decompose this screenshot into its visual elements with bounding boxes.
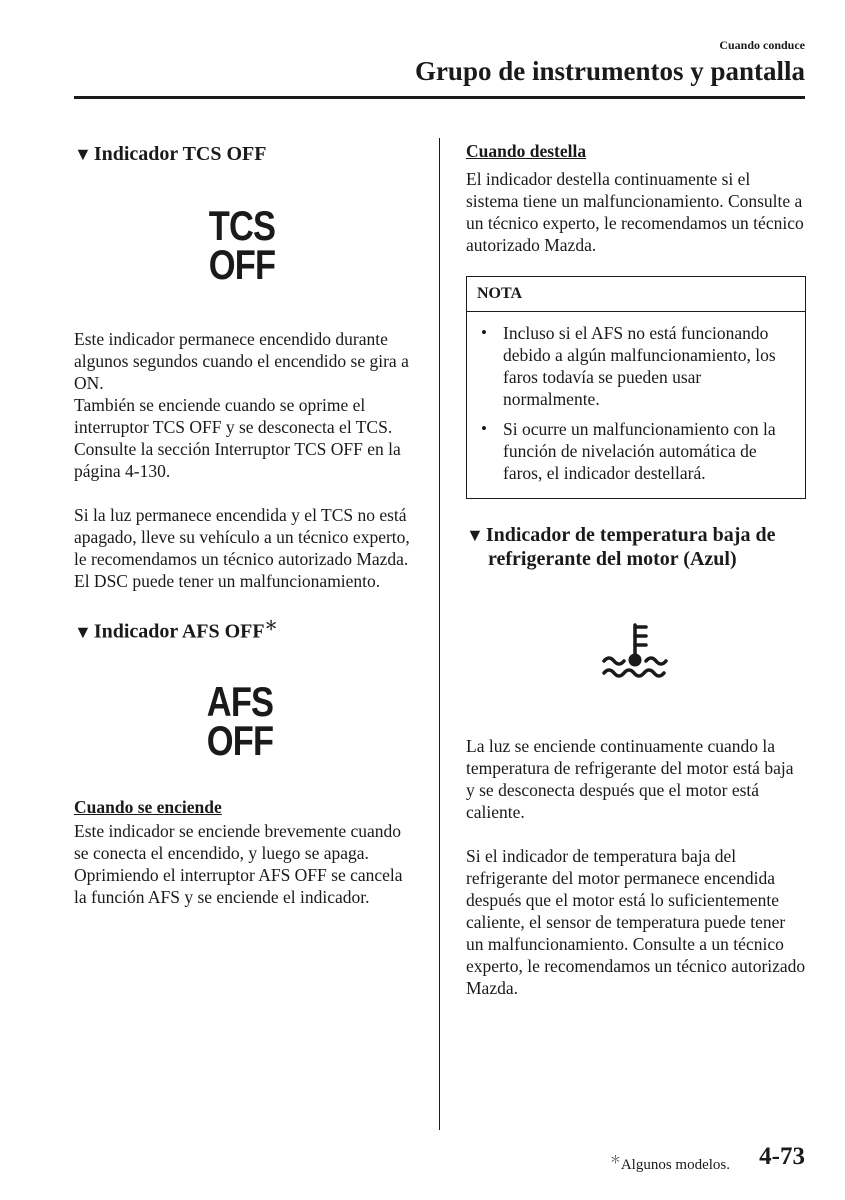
afs-off-icon <box>74 677 414 764</box>
tcs-icon-line1: TCS <box>208 202 276 249</box>
afs-paragraph: Oprimiendo el interruptor AFS OFF se cancela la función AFS y se enciende el indicador. <box>74 864 403 907</box>
tcs-paragraph: También se enciende cuando se oprime el interruptor TCS OFF y se desconecta el TCS. <box>74 395 393 437</box>
bullet: • <box>481 323 487 342</box>
tcs-paragraph: Si la luz permanece encendida y el TCS no está apagado, lleve su vehículo a un técnico experto, le recomendamos un técnico autorizado Mazda. El DSC puede tener un malfuncionamiento. <box>74 505 410 591</box>
triangle-marker: ▼ <box>74 144 92 164</box>
note-title: NOTA <box>467 277 805 312</box>
note-item-text: Incluso si el AFS no está funcionando debido a algún malfuncionamiento, los faros todavía se pueden usar normalmente. <box>503 323 776 409</box>
coolant-heading <box>466 523 806 571</box>
afs-heading-text: Indicador AFS OFF <box>93 620 265 643</box>
flash-paragraph: El indicador destella continuamente si el sistema tiene un malfuncionamiento. Consulte a un técnico experto, le recomendamos un técnico autorizado Mazda. <box>466 169 804 255</box>
note-item <box>477 322 795 410</box>
running-header-section: Cuando conduce <box>719 38 805 52</box>
tcs-paragraph: Consulte la sección Interruptor TCS OFF en la página 4-130. <box>74 439 401 481</box>
coolant-heading-text: Indicador de temperatura baja de refrigerante del motor (Azul) <box>485 524 776 570</box>
afs-heading <box>74 614 414 644</box>
footer-note <box>610 1151 730 1174</box>
asterisk-marker: ＊ <box>264 618 278 633</box>
note-body <box>467 312 805 498</box>
page-title: Grupo de instrumentos y pantalla <box>414 56 805 86</box>
afs-icon-line2: OFF <box>206 716 274 764</box>
tcs-paragraph: Este indicador permanece encendido durante algunos segundos cuando el encendido se gira a ON. <box>74 329 409 393</box>
left-column <box>74 140 414 908</box>
footer-note-text: Algunos modelos. <box>620 1157 730 1173</box>
coolant-temperature-icon-svg <box>600 621 670 681</box>
tcs-heading <box>74 142 414 166</box>
header-divider <box>74 96 805 99</box>
afs-icon-line1: AFS <box>206 677 274 725</box>
tcs-off-icon <box>74 202 414 288</box>
right-column <box>466 140 806 999</box>
coolant-paragraph: La luz se enciende continuamente cuando la temperatura de refrigerante del motor está baja y se desconecta después que el motor está caliente. <box>466 736 794 822</box>
coolant-temperature-icon <box>600 621 670 681</box>
triangle-marker: ▼ <box>74 621 92 642</box>
afs-paragraph: Este indicador se enciende brevemente cuando se conecta el encendido, y luego se apaga. <box>74 820 402 863</box>
page-number: 4-73 <box>759 1143 805 1170</box>
triangle-marker: ▼ <box>466 525 484 545</box>
coolant-paragraph: Si el indicador de temperatura baja del refrigerante del motor permanece encendida después que el motor está lo suficientemente caliente, el sensor de temperatura puede tener un malfuncionamiento. Consulte a un técnico experto, le recomendamos un técnico autorizado Mazda. <box>466 846 806 998</box>
bullet: • <box>481 419 487 438</box>
asterisk-marker: ＊ <box>609 1154 621 1166</box>
note-box <box>466 276 806 499</box>
note-item <box>477 418 795 484</box>
column-divider <box>439 138 440 1130</box>
afs-subheading: Cuando se enciende <box>74 796 222 817</box>
note-item-text: Si ocurre un malfuncionamiento con la función de nivelación automática de faros, el indicador destellará. <box>503 419 776 483</box>
tcs-heading-text: Indicador TCS OFF <box>93 143 267 165</box>
tcs-icon-line2: OFF <box>208 241 276 288</box>
flash-subheading: Cuando destella <box>466 141 587 161</box>
